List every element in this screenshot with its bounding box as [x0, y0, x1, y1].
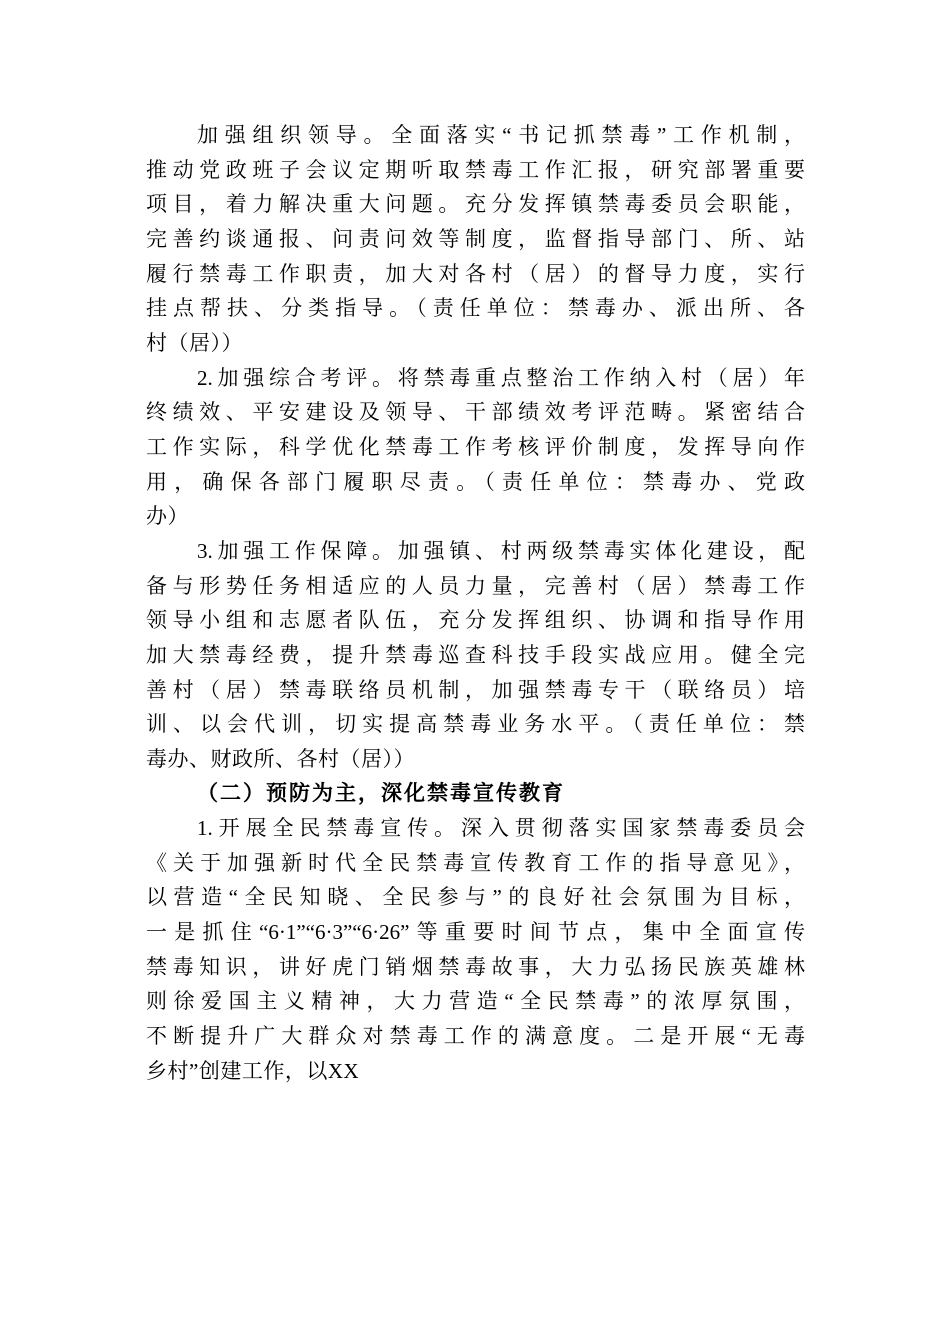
- text-line: 挂点帮扶、分类指导。（责任单位：禁毒办、派出所、各: [146, 296, 805, 321]
- text-line: 以营造“全民知晓、全民参与”的良好社会氛围为目标，: [146, 885, 805, 910]
- text-line: 善村（居）禁毒联络员机制，加强禁毒专干（联络员）培: [146, 677, 805, 702]
- text-line: 加强组织领导。全面落实“书记抓禁毒”工作机制，: [197, 123, 805, 147]
- text-line: 推动党政班子会议定期听取禁毒工作汇报，研究部署重要: [146, 157, 805, 182]
- text-line: 办）: [146, 504, 189, 529]
- paragraph-organizational-leadership: [146, 118, 805, 361]
- text-line: 2.加强综合考评。将禁毒重点整治工作纳入村（居）年: [197, 365, 805, 390]
- paragraph-work-guarantee: [146, 534, 805, 777]
- section-heading: [146, 776, 805, 811]
- text-line: 备与形势任务相适应的人员力量，完善村（居）禁毒工作: [146, 573, 805, 598]
- section-heading-text: （二）预防为主，深化禁毒宣传教育: [197, 781, 565, 806]
- text-line: 《关于加强新时代全民禁毒宣传教育工作的指导意见》，: [146, 850, 805, 875]
- text-line: 工作实际，科学优化禁毒工作考核评价制度，发挥导向作: [146, 434, 805, 459]
- text-line: 1.开展全民禁毒宣传。深入贯彻落实国家禁毒委员会: [197, 816, 805, 841]
- text-line: 3.加强工作保障。加强镇、村两级禁毒实体化建设，配: [197, 538, 805, 563]
- text-line: 领导小组和志愿者队伍，充分发挥组织、协调和指导作用: [146, 608, 805, 633]
- text-line: 不断提升广大群众对禁毒工作的满意度。二是开展“无毒: [146, 1024, 805, 1049]
- text-line: 禁毒知识，讲好虎门销烟禁毒故事，大力弘扬民族英雄林: [146, 954, 805, 979]
- text-line: 一是抓住“6·1”“6·3”“6·26”等重要时间节点，集中全面宣传: [146, 920, 805, 945]
- text-line: 毒办、财政所、各村（居））: [146, 746, 415, 771]
- paragraph-drug-prevention-publicity: [146, 811, 805, 1088]
- text-line: 训、以会代训，切实提高禁毒业务水平。（责任单位：禁: [146, 712, 805, 737]
- text-line: 加大禁毒经费，提升禁毒巡查科技手段实战应用。健全完: [146, 642, 805, 667]
- text-line: 履行禁毒工作职责，加大对各村（居）的督导力度，实行: [146, 261, 805, 286]
- text-line: 村（居））: [146, 330, 243, 355]
- text-line: 用，确保各部门履职尽责。（责任单位：禁毒办、党政: [146, 469, 805, 494]
- document-body: [146, 118, 805, 1088]
- text-line: 终绩效、平安建设及领导、干部绩效考评范畴。紧密结合: [146, 400, 805, 425]
- text-line: 乡村”创建工作，以XX: [146, 1058, 360, 1083]
- paragraph-comprehensive-evaluation: [146, 361, 805, 534]
- text-line: 完善约谈通报、问责问效等制度，监督指导部门、所、站: [146, 226, 805, 251]
- text-line: 则徐爱国主义精神，大力营造“全民禁毒”的浓厚氛围，: [146, 989, 805, 1014]
- text-line: 项目，着力解决重大问题。充分发挥镇禁毒委员会职能，: [146, 192, 805, 217]
